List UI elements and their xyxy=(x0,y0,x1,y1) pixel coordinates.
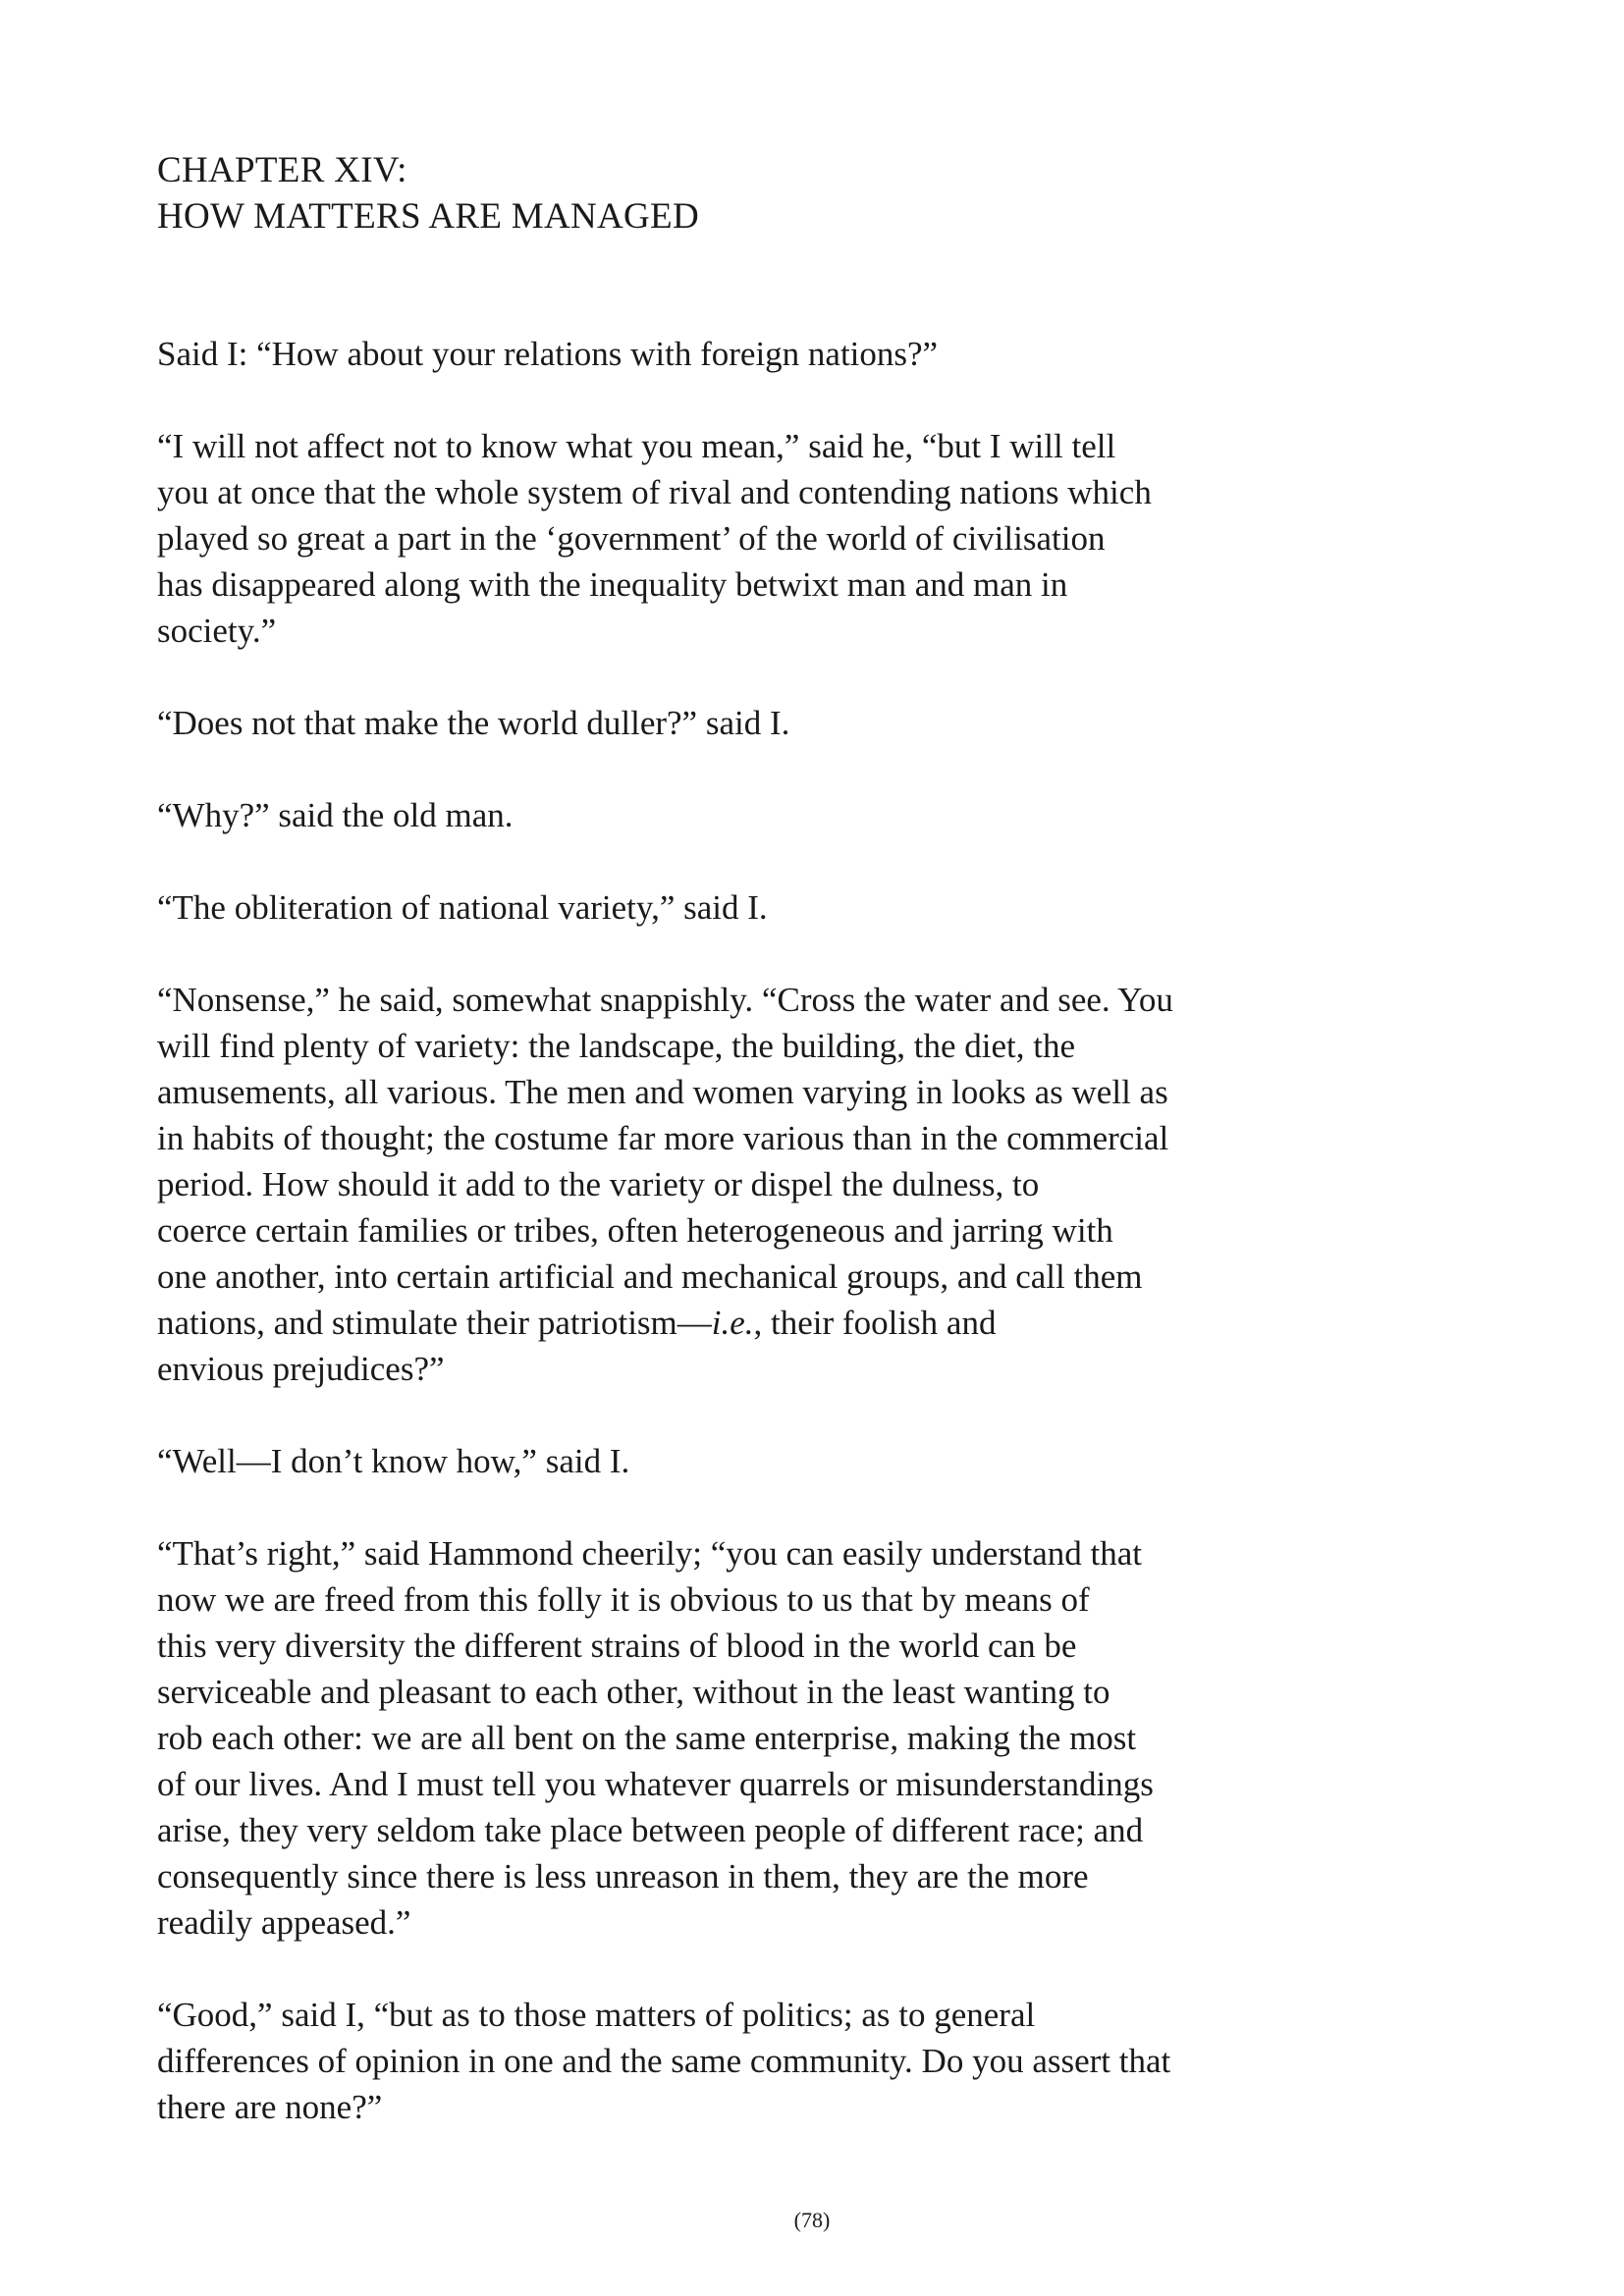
text-segment: nations, and stimulate their patriotism— xyxy=(157,1304,712,1342)
text-line: will find plenty of variety: the landscape, the building, the diet, the xyxy=(157,1027,1076,1065)
text-line: played so great a part in the ‘government’ of the world of civilisation xyxy=(157,519,1106,558)
text-line: “Good,” said I, “but as to those matters of politics; as to general xyxy=(157,1996,1036,2034)
paragraph xyxy=(157,1530,1335,1946)
text-line: differences of opinion in one and the same community. Do you assert that xyxy=(157,2042,1171,2080)
text-line: arise, they very seldom take place between people of different race; and xyxy=(157,1811,1144,1849)
text-segment: , their foolish and xyxy=(753,1304,997,1342)
text-line: this very diversity the different strains of blood in the world can be xyxy=(157,1627,1077,1665)
text-line: “I will not affect not to know what you mean,” said he, “but I will tell xyxy=(157,427,1116,465)
text-line: “The obliteration of national variety,” said I. xyxy=(157,888,768,927)
text-line: readily appeased.” xyxy=(157,1903,411,1942)
text-line-mixed xyxy=(157,1300,1335,1346)
paragraph xyxy=(157,884,1335,931)
chapter-number: CHAPTER XIV: xyxy=(157,150,407,190)
text-line: there are none?” xyxy=(157,2088,383,2126)
paragraph xyxy=(157,977,1335,1392)
paragraph xyxy=(157,792,1335,838)
text-line: “Does not that make the world duller?” said I. xyxy=(157,704,790,742)
text-line: envious prejudices?” xyxy=(157,1350,445,1388)
chapter-heading xyxy=(157,147,1335,240)
text-line: consequently since there is less unreason in them, they are the more xyxy=(157,1857,1089,1896)
text-line: “Well—I don’t know how,” said I. xyxy=(157,1442,630,1480)
page-number: (78) xyxy=(793,2208,831,2232)
text-line: has disappeared along with the inequality betwixt man and man in xyxy=(157,565,1068,604)
text-line: of our lives. And I must tell you whatever quarrels or misunderstandings xyxy=(157,1765,1154,1803)
text-line: amusements, all various. The men and women varying in looks as well as xyxy=(157,1073,1168,1111)
body-text xyxy=(157,331,1335,2176)
text-line: one another, into certain artificial and mechanical groups, and call them xyxy=(157,1257,1143,1296)
paragraph xyxy=(157,423,1335,654)
text-line: Said I: “How about your relations with foreign nations?” xyxy=(157,335,939,373)
text-line: “Nonsense,” he said, somewhat snappishly. “Cross the water and see. You xyxy=(157,981,1173,1019)
text-line: now we are freed from this folly it is obvious to us that by means of xyxy=(157,1580,1090,1619)
text-line: serviceable and pleasant to each other, without in the least wanting to xyxy=(157,1673,1110,1711)
text-line: period. How should it add to the variety or dispel the dulness, to xyxy=(157,1165,1040,1203)
text-line: coerce certain families or tribes, often heterogeneous and jarring with xyxy=(157,1211,1113,1250)
text-line: you at once that the whole system of rival and contending nations which xyxy=(157,473,1152,511)
italic-abbreviation: i.e. xyxy=(711,1304,754,1342)
chapter-title: HOW MATTERS ARE MANAGED xyxy=(157,196,699,237)
text-line: “Why?” said the old man. xyxy=(157,796,514,834)
paragraph xyxy=(157,1438,1335,1484)
paragraph xyxy=(157,1992,1335,2130)
text-line: “That’s right,” said Hammond cheerily; “you can easily understand that xyxy=(157,1534,1143,1573)
paragraph xyxy=(157,331,1335,377)
text-line: rob each other: we are all bent on the same enterprise, making the most xyxy=(157,1719,1137,1757)
text-line: in habits of thought; the costume far more various than in the commercial xyxy=(157,1119,1169,1157)
paragraph xyxy=(157,700,1335,746)
text-line: society.” xyxy=(157,612,277,650)
